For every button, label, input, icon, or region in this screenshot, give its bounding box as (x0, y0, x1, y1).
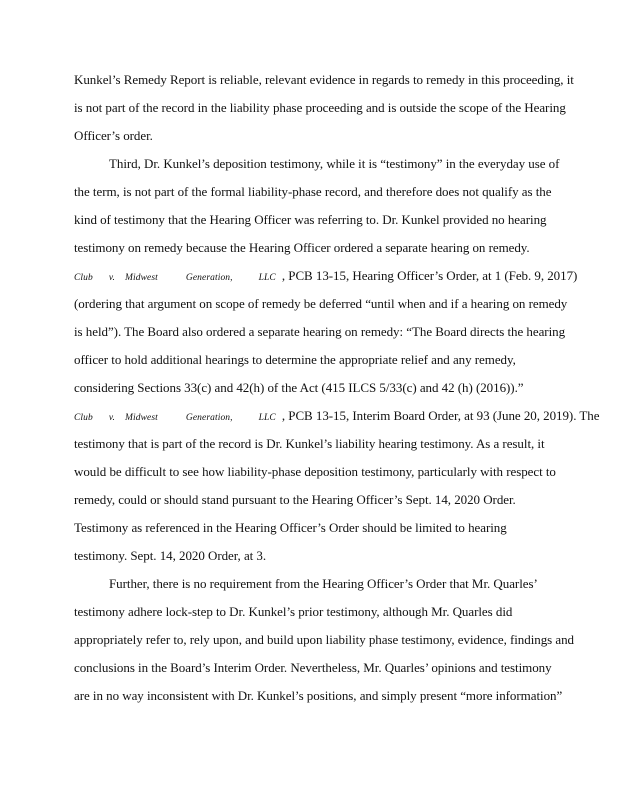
citation-line-1 (74, 268, 577, 286)
text-line-1: Kunkel’s Remedy Report is reliable, relevant evidence in regards to remedy in this proceeding, it (74, 72, 574, 87)
text-line-19: Further, there is no requirement from the Hearing Officer’s Order that Mr. Quarles’ (109, 576, 538, 591)
text-line-18: testimony. Sept. 14, 2020 Order, at 3. (74, 548, 267, 563)
citation-v-2: v. (108, 413, 115, 423)
text-line-4: Third, Dr. Kunkel’s deposition testimony, while it is “testimony” in the everyday use of (109, 156, 560, 171)
citation-midwest-2: Midwest (124, 413, 158, 423)
citation-midwest: Midwest (124, 273, 158, 283)
citation-club: Club (74, 273, 93, 283)
text-line-2: is not part of the record in the liability phase proceeding and is outside the scope of the Hearing (74, 100, 566, 115)
text-line-20: testimony adhere lock-step to Dr. Kunkel’s prior testimony, although Mr. Quarles did (74, 604, 513, 619)
text-line-6: kind of testimony that the Hearing Officer was referring to. Dr. Kunkel provided no hearing (74, 212, 547, 227)
text-line-7: testimony on remedy because the Hearing Officer ordered a separate hearing on remedy. (74, 240, 530, 255)
text-line-21: appropriately refer to, rely upon, and build upon liability phase testimony, evidence, findings and (74, 632, 574, 647)
citation-llc-2: LLC (258, 413, 276, 423)
citation-generation-2: Generation, (185, 413, 233, 423)
citation-text-1: , PCB 13-15, Hearing Officer’s Order, at 1 (Feb. 9, 2017) (281, 268, 578, 283)
text-line-17: Testimony as referenced in the Hearing Officer’s Order should be limited to hearing (74, 520, 507, 535)
citation-text-2: , PCB 13-15, Interim Board Order, at 93 (June 20, 2019). The (281, 408, 600, 423)
text-line-15: would be difficult to see how liability-phase deposition testimony, particularly with respect to (74, 464, 556, 479)
citation-club-2: Club (74, 413, 93, 423)
text-line-23: are in no way inconsistent with Dr. Kunkel’s positions, and simply present “more information” (74, 688, 563, 703)
text-line-10: is held”). The Board also ordered a separate hearing on remedy: “The Board directs the hearing (74, 324, 566, 339)
text-line-22: conclusions in the Board’s Interim Order. Nevertheless, Mr. Quarles’ opinions and testimony (74, 660, 552, 675)
citation-v: v. (108, 273, 115, 283)
citation-llc: LLC (258, 273, 276, 283)
text-line-9: (ordering that argument on scope of remedy be deferred “until when and if a hearing on remedy (74, 296, 568, 311)
text-line-5: the term, is not part of the formal liability-phase record, and therefore does not qualify as the (74, 184, 552, 199)
text-line-14: testimony that is part of the record is Dr. Kunkel’s liability hearing testimony. As a result, it (74, 436, 545, 451)
text-line-16: remedy, could or should stand pursuant to the Hearing Officer’s Sept. 14, 2020 Order. (74, 492, 516, 507)
text-line-11: officer to hold additional hearings to determine the appropriate relief and any remedy, (74, 352, 516, 367)
text-line-3: Officer’s order. (74, 128, 153, 143)
text-line-12: considering Sections 33(c) and 42(h) of the Act (415 ILCS 5/33(c) and 42 (h) (2016)).” (74, 380, 524, 395)
citation-generation: Generation, (185, 273, 233, 283)
citation-line-2 (74, 408, 599, 426)
